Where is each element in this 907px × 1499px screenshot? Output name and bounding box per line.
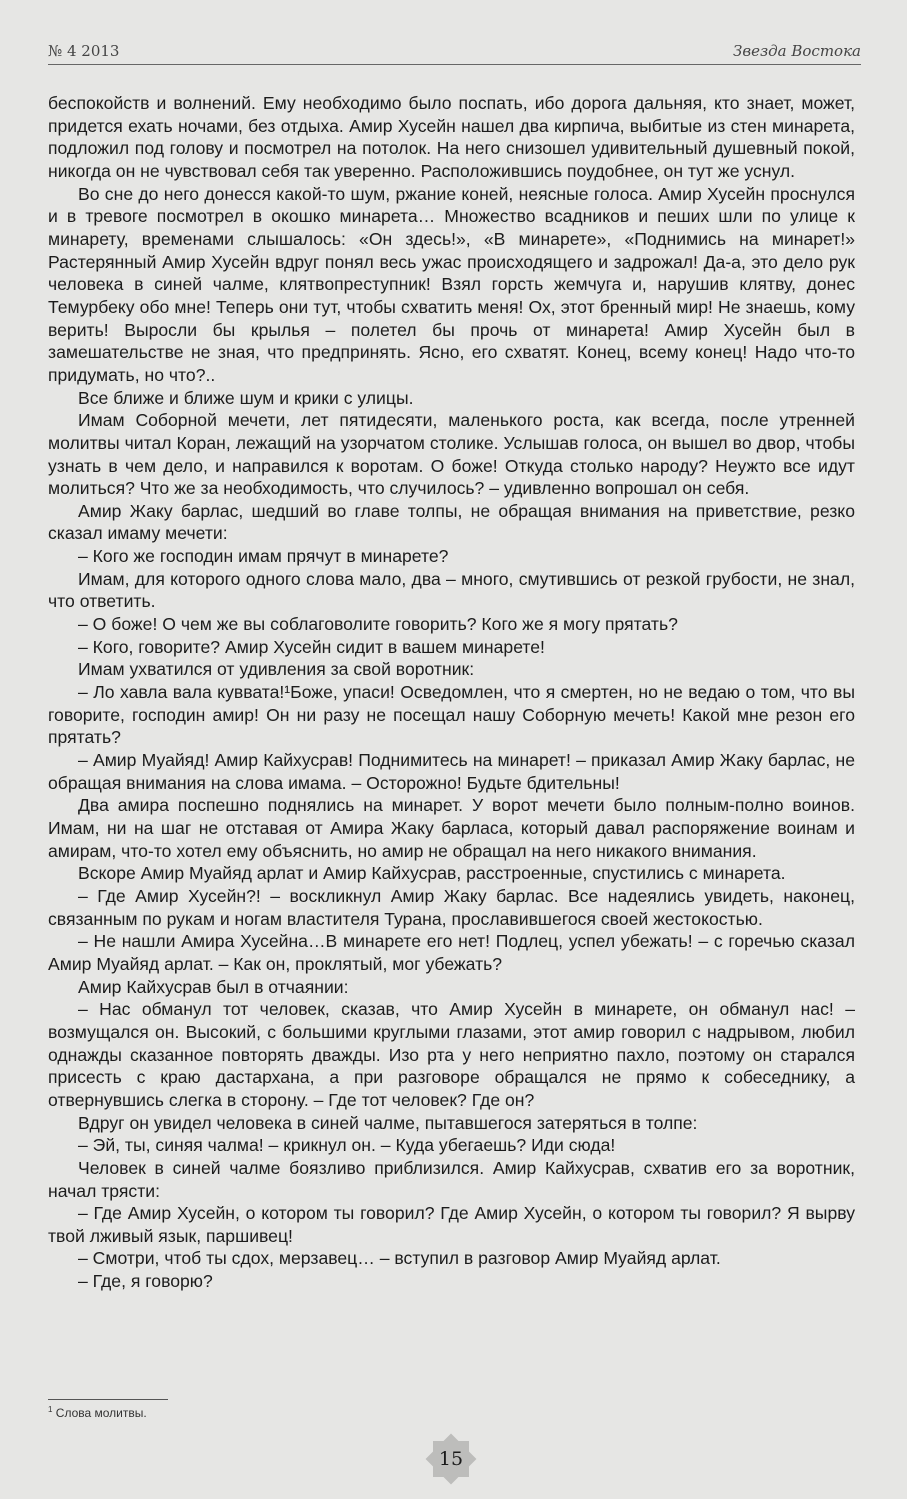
paragraph: – Амир Муайяд! Амир Кайхусрав! Поднимитесь на минарет! – приказал Амир Жаку барлас, не обращая внимания на слова имама. – Осторожно! Будьте бдительны! <box>48 750 855 793</box>
footnote <box>48 1405 147 1420</box>
paragraph: – Эй, ты, синяя чалма! – крикнул он. – Куда убегаешь? Иди сюда! <box>78 1135 616 1156</box>
body-text <box>48 92 855 1293</box>
paragraph: Два амира поспешно поднялись на минарет. У ворот мечети было полным-полно воинов. Имам, ни на шаг не отставая от Амира Жаку барласа, который давал распоряжение воинам и амирам, что-то хотел ему объяснить, но амир не обращал на него никакого внимания. <box>48 795 855 861</box>
page-number-badge <box>424 1432 478 1486</box>
paragraph: – Где, я говорю? <box>78 1271 213 1292</box>
journal-title: Звезда Востока <box>733 42 861 60</box>
paragraph: Амир Кайхусрав был в отчаянии: <box>78 976 349 997</box>
paragraph: – Смотри, чтоб ты сдох, мерзавец… – вступил в разговор Амир Муайяд арлат. <box>78 1248 721 1269</box>
running-header <box>48 38 861 66</box>
paragraph: Человек в синей чалме боязливо приблизился. Амир Кайхусрав, схватив его за воротник, начал трясти: <box>48 1157 855 1201</box>
paragraph: Во сне до него донесся какой-то шум, ржание коней, неясные голоса. Амир Хусейн проснулся и в тревоге посмотрел в окошко минарета… Множество всадников и пеших шли по улице к минарету, временами слышалось: «Он здесь!», «В минарете», «Поднимись на минарет!» Растерянный Амир Хусейн вдруг понял весь ужас происходящего и задрожал! Да-а, это дело рук человека в синей чалме, клятвопреступник! Взял горсть жемчуга и, нарушив клятву, донес Темурбеку обо мне! Теперь они тут, чтобы схватить меня! Ох, этот бренный мир! Не знаешь, кому верить! Выросли бы крылья – полетел бы прочь от минарета! Амир Хусейн был в замешательстве не зная, что предпринять. Ясно, его схватят. Конец, всему конец! Надо что-то придумать, но что?.. <box>48 183 855 385</box>
paragraph: Все ближе и ближе шум и крики с улицы. <box>78 387 414 408</box>
paragraph: Имам, для которого одного слова мало, два – много, смутившись от резкой грубости, не знал, что ответить. <box>48 568 855 612</box>
paragraph: – Не нашли Амира Хусейна…В минарете его нет! Подлец, успел убежать! – с горечью сказал Амир Муайяд арлат. – Как он, проклятый, мог убежать? <box>48 931 855 974</box>
paragraph: – Ло хавла вала куввата!¹Боже, упаси! Осведомлен, что я смертен, но не ведаю о том, что вы говорите, господин амир! Он ни разу не посещал нашу Соборную мечеть! Какой мне резон его прятать? <box>48 682 855 748</box>
paragraph: Имам ухватился от удивления за свой воротник: <box>78 659 475 680</box>
footnote-marker: 1 <box>48 1405 53 1414</box>
paragraph: – Кого, говорите? Амир Хусейн сидит в вашем минарете! <box>78 636 545 657</box>
paragraph: Имам Соборной мечети, лет пятидесяти, маленького роста, как всегда, после утренней молитвы читал Коран, лежащий на узорчатом столике. Услышав голоса, он вышел во двор, чтобы узнать в чем дело, и направился к воротам. О боже! Откуда столько народу? Неужто все идут молиться? Что же за необходимость, что случилось? – удивленно вопрошал он себя. <box>48 410 855 499</box>
paragraph: – О боже! О чем же вы соблаговолите говорить? Кого же я могу прятать? <box>78 614 678 635</box>
issue-number: № 4 2013 <box>48 42 120 60</box>
paragraph: – Кого же господин имам прячут в минарете? <box>78 546 449 567</box>
paragraph: Вскоре Амир Муайяд арлат и Амир Кайхусрав, расстроенные, спустились с минарета. <box>78 863 786 884</box>
paragraph: – Где Амир Хусейн?! – воскликнул Амир Жаку барлас. Все надеялись увидеть, наконец, связанным по рукам и ногам властителя Турана, прославившегося своей жестокостью. <box>48 885 855 929</box>
paragraph: беспокойств и волнений. Ему необходимо было поспать, ибо дорога дальняя, кто знает, может, придется ехать ночами, без отдыха. Амир Хусейн нашел два кирпича, выбитые из стен минарета, подложил под голову и посмотрел на потолок. На него снизошел удивительный душевный покой, никогда он не чувствовал себя так уверенно. Расположившись поудобнее, он тут же уснул. <box>48 93 855 181</box>
header-rule <box>48 64 861 65</box>
paragraph: Амир Жаку барлас, шедший во главе толпы, не обращая внимания на приветствие, резко сказал имаму мечети: <box>48 500 855 544</box>
paragraph: – Нас обманул тот человек, сказав, что Амир Хусейн в минарете, он обманул нас! – возмущался он. Высокий, с большими круглыми глазами, этот амир говорил с надрывом, любил однажды сказанное повторять дважды. Изо рта у него неприятно пахло, поэтому он старался присесть с краю дастархана, а при разговоре обращался не прямо к собеседнику, а отвернувшись слегка в сторону. – Где тот человек? Где он? <box>48 999 855 1110</box>
footnote-text: Слова молитвы. <box>55 1406 147 1420</box>
footnote-rule <box>48 1399 168 1400</box>
paragraph: Вдруг он увидел человека в синей чалме, пытавшегося затеряться в толпе: <box>78 1112 698 1133</box>
page-number: 15 <box>438 1448 464 1470</box>
paragraph: – Где Амир Хусейн, о котором ты говорил? Где Амир Хусейн, о котором ты говорил? Я вырву твой лживый язык, паршивец! <box>48 1203 855 1246</box>
